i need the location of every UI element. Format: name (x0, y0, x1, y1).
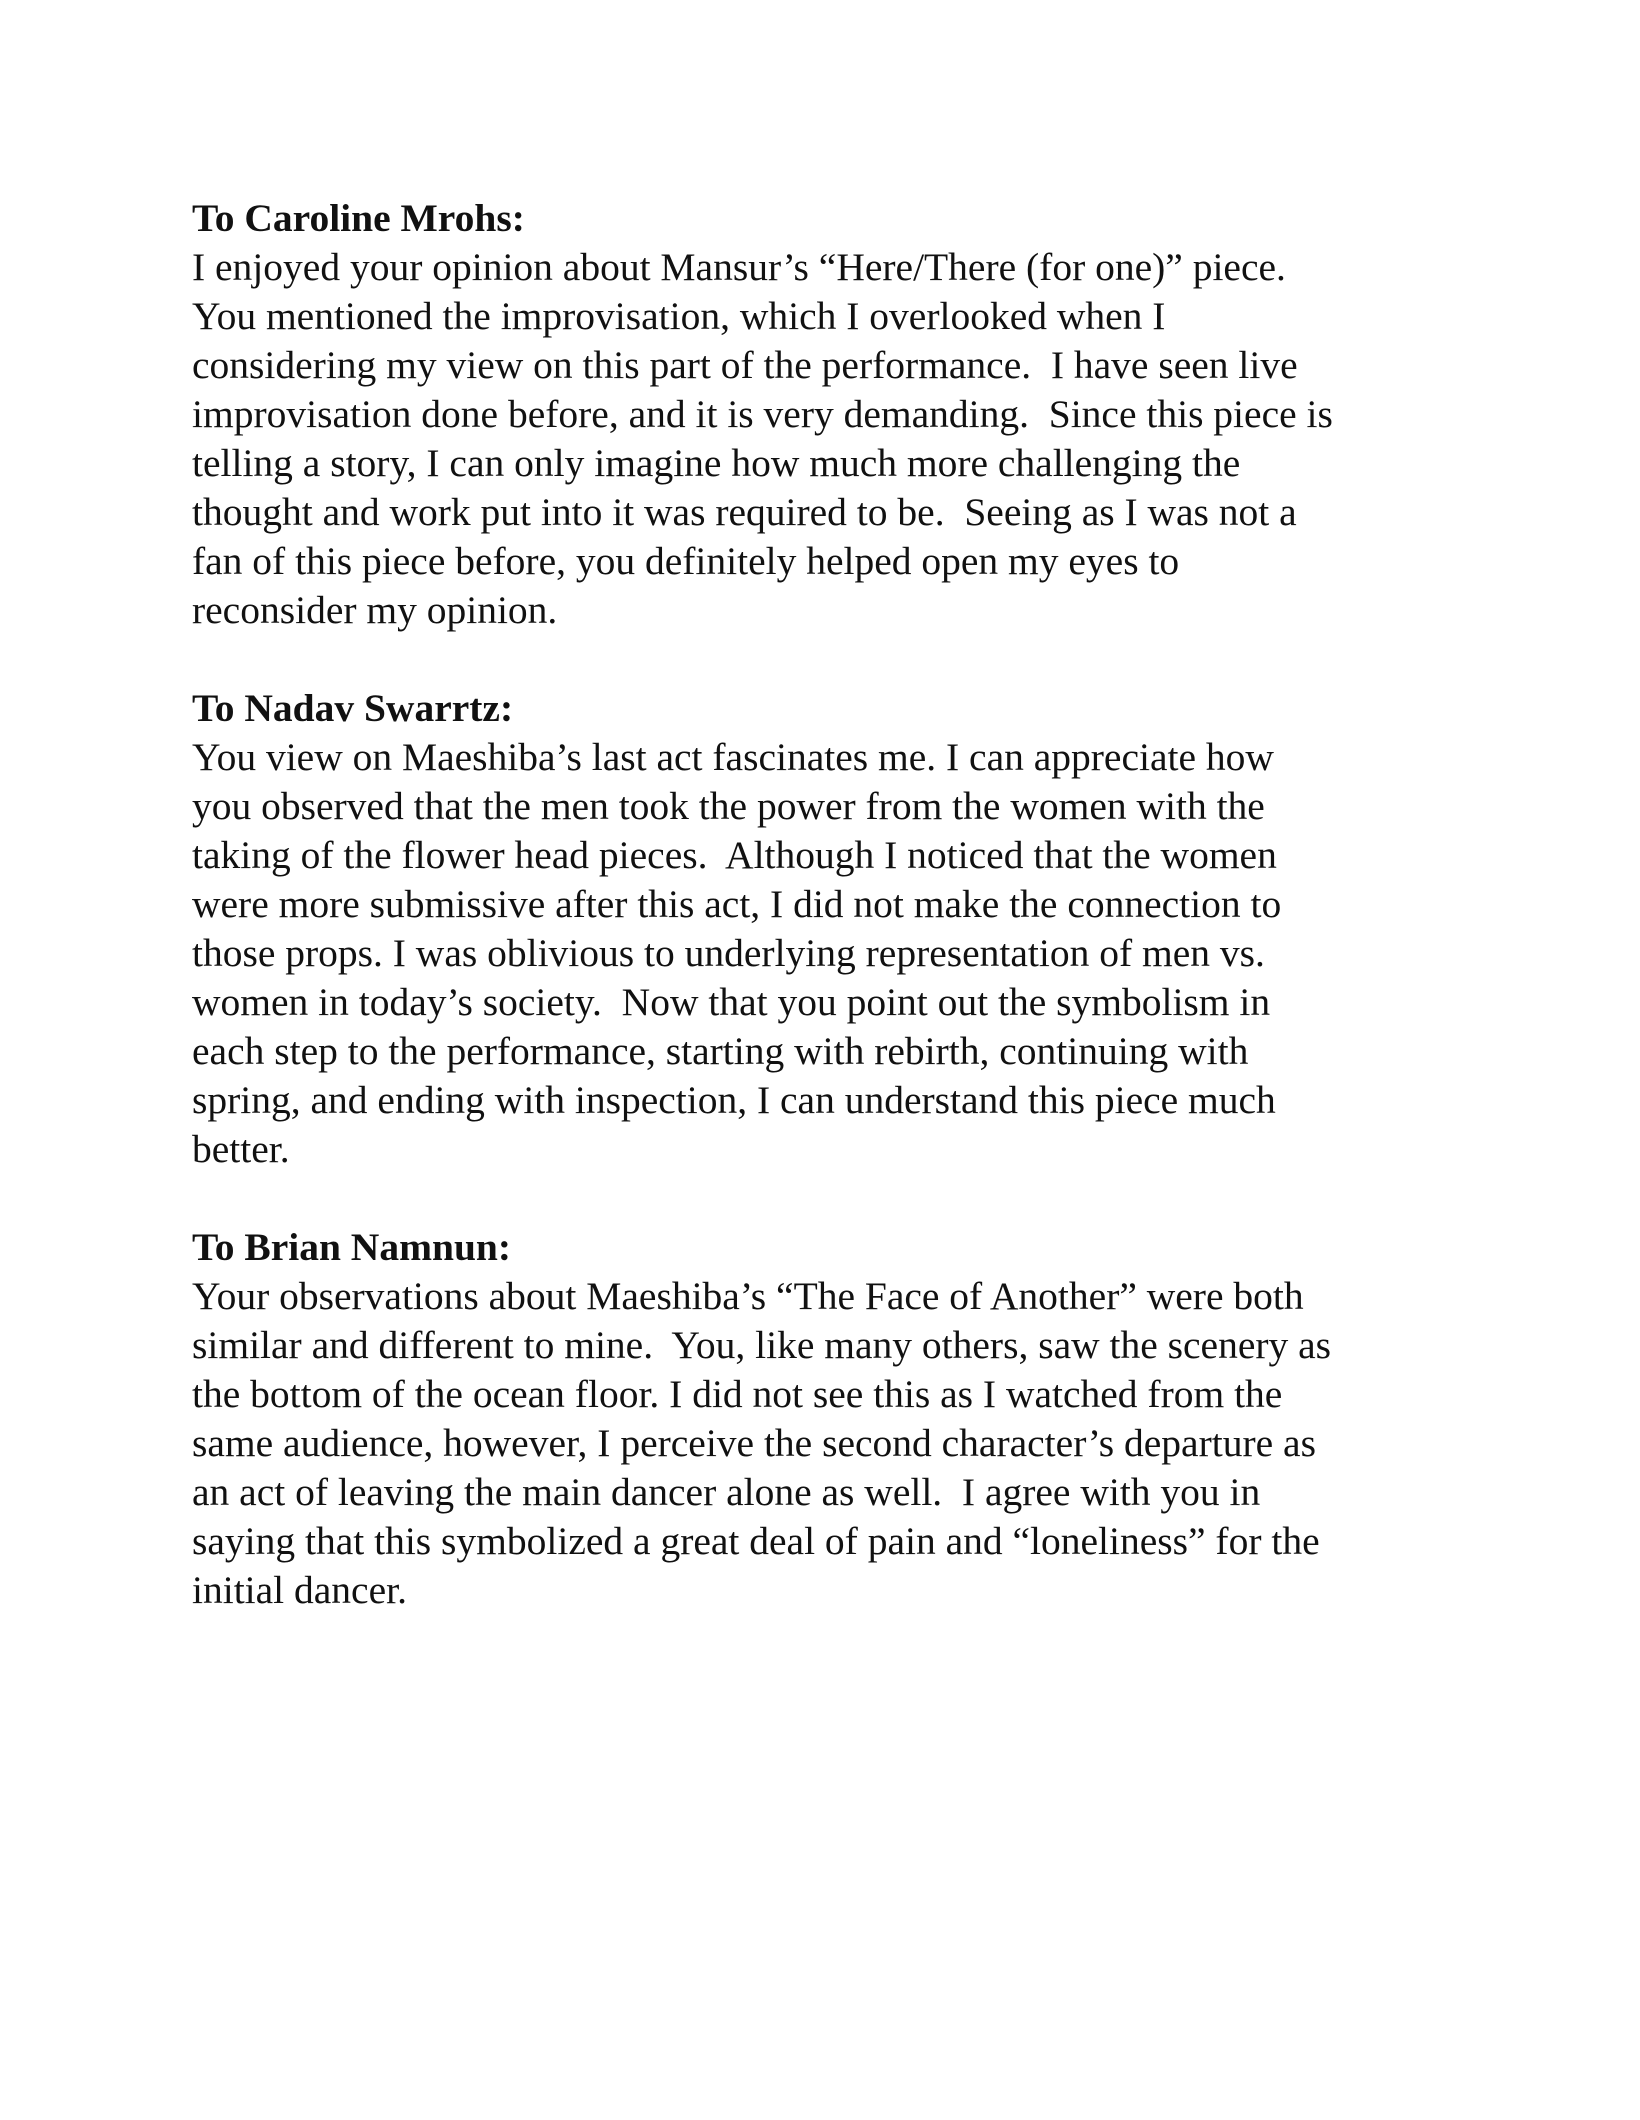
paragraph-line: You mentioned the improvisation, which I overlooked when I (192, 294, 1166, 338)
paragraph-line: considering my view on this part of the performance. I have seen live (192, 343, 1298, 387)
paragraph-line: those props. I was oblivious to underlying representation of men vs. (192, 931, 1265, 975)
paragraph-line: taking of the flower head pieces. Although I noticed that the women (192, 833, 1277, 877)
paragraph-line: Your observations about Maeshiba’s “The Face of Another” were both (192, 1274, 1304, 1318)
paragraph-line: telling a story, I can only imagine how much more challenging the (192, 441, 1241, 485)
paragraph-line: were more submissive after this act, I did not make the connection to (192, 882, 1282, 926)
section-heading: To Caroline Mrohs: (192, 196, 525, 240)
paragraph-line: initial dancer. (192, 1568, 407, 1612)
paragraph-line: women in today’s society. Now that you point out the symbolism in (192, 980, 1271, 1024)
response-caroline-mrohs (192, 194, 1472, 635)
paragraph-line: better. (192, 1127, 290, 1171)
paragraph-line: I enjoyed your opinion about Mansur’s “Here/There (for one)” piece. (192, 245, 1286, 289)
paragraph-line: saying that this symbolized a great deal of pain and “loneliness” for the (192, 1519, 1320, 1563)
section-heading: To Brian Namnun: (192, 1225, 512, 1269)
section-heading: To Nadav Swarrtz: (192, 686, 514, 730)
response-nadav-swarrtz (192, 684, 1472, 1174)
response-brian-namnun (192, 1223, 1472, 1615)
paragraph-line: reconsider my opinion. (192, 588, 558, 632)
paragraph-line: You view on Maeshiba’s last act fascinates me. I can appreciate how (192, 735, 1274, 779)
paragraph-line: same audience, however, I perceive the second character’s departure as (192, 1421, 1316, 1465)
paragraph-line: the bottom of the ocean floor. I did not see this as I watched from the (192, 1372, 1283, 1416)
paragraph-line: fan of this piece before, you definitely helped open my eyes to (192, 539, 1180, 583)
document-body (192, 194, 1472, 1664)
paragraph-line: each step to the performance, starting with rebirth, continuing with (192, 1029, 1249, 1073)
paragraph-line: similar and different to mine. You, like many others, saw the scenery as (192, 1323, 1332, 1367)
paragraph-line: an act of leaving the main dancer alone as well. I agree with you in (192, 1470, 1261, 1514)
paragraph-line: you observed that the men took the power from the women with the (192, 784, 1265, 828)
paragraph-line: spring, and ending with inspection, I can understand this piece much (192, 1078, 1276, 1122)
paragraph-line: improvisation done before, and it is very demanding. Since this piece is (192, 392, 1333, 436)
paragraph-line: thought and work put into it was required to be. Seeing as I was not a (192, 490, 1297, 534)
